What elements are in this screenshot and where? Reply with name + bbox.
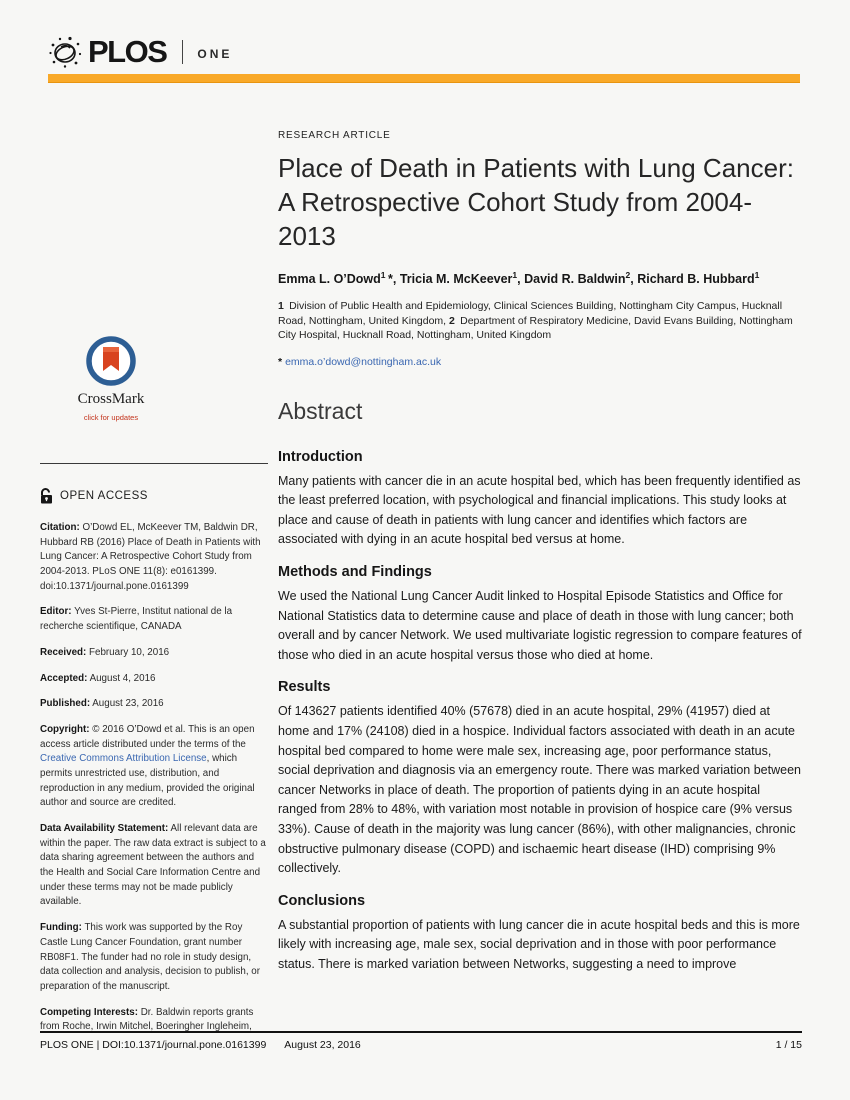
abstract-section-methods bbox=[278, 564, 802, 665]
authors-line: Emma L. O’Dowd$^1$ *, Tricia M. McKeever$^1$, David R. Baldwin$^2$, Richard B. Hubbard$^1$ bbox=[278, 270, 760, 287]
open-access-row bbox=[40, 488, 268, 505]
author: Tricia M. McKeever$^1$ bbox=[399, 270, 518, 287]
published-entry bbox=[40, 697, 268, 712]
citation-label: Citation: bbox=[40, 522, 80, 533]
abstract-section-conclusions bbox=[278, 893, 802, 975]
section-heading: Introduction bbox=[278, 448, 363, 465]
title-line: 2013 bbox=[278, 221, 336, 251]
open-access-label: OPEN ACCESS bbox=[60, 489, 148, 502]
received-label: Received: bbox=[40, 646, 87, 658]
published-text: August 23, 2016 bbox=[92, 698, 164, 710]
citation-text: O’Dowd EL, McKeever TM, Baldwin DR, Hubbard RB (2016) Place of Death in Patients with Lung Cancer: A Retrospective Cohort Study from 2004-2013. PLoS ONE 11(8): e0161399. doi:10.1371/journal.pone.0161399 bbox=[40, 522, 261, 592]
received-entry bbox=[40, 646, 268, 661]
journal-name: ONE bbox=[197, 46, 233, 61]
title-line: A Retrospective Cohort Study from 2004- bbox=[278, 187, 753, 217]
abstract-heading: Abstract bbox=[278, 397, 363, 424]
accent-bar bbox=[48, 74, 800, 83]
sidebar-divider bbox=[40, 463, 268, 464]
crossmark-subtitle[interactable]: click for updates bbox=[83, 412, 139, 422]
copyright-entry bbox=[40, 723, 268, 811]
section-heading: Methods and Findings bbox=[278, 564, 432, 581]
open-lock-icon bbox=[40, 488, 53, 504]
plos-masthead bbox=[48, 34, 232, 70]
author: Emma L. O’Dowd$^1$ * bbox=[278, 270, 393, 287]
affiliation-number: 1 bbox=[278, 300, 290, 313]
author: Richard B. Hubbard$^1$ bbox=[637, 270, 760, 287]
crossmark-icon bbox=[86, 336, 136, 386]
plos-brand: PLOS bbox=[88, 34, 167, 69]
section-heading: Results bbox=[278, 679, 331, 696]
copyright-text-before: © 2016 O’Dowd et al. This is an open access article distributed under the terms of the bbox=[40, 723, 255, 750]
section-text: A substantial proportion of patients with lung cancer die in acute hospital beds and this is more likely with increasing age, male sex, social deprivation and in those with poor performance status. There is marked variation between Networks, suggesting a need to improve bbox=[278, 917, 800, 971]
funding-label: Funding: bbox=[40, 922, 82, 934]
corresponding-email-link[interactable]: emma.o’dowd@nottingham.ac.uk bbox=[285, 355, 442, 368]
brand-divider bbox=[182, 40, 183, 64]
footer-journal-doi: PLOS ONE | DOI:10.1371/journal.pone.0161399 bbox=[40, 1039, 267, 1051]
section-text: We used the National Lung Cancer Audit linked to Hospital Episode Statistics and Office for National Statistics data to determine cause and place of death in those with lung cancer; both overall and by cancer Network. We used multivariate logistic regression to compare features of those who died in an acute hospital versus those who died at home. bbox=[278, 589, 802, 662]
correspondence-line bbox=[278, 356, 802, 368]
cc-license-link[interactable]: Creative Commons Attribution License bbox=[40, 753, 207, 765]
section-heading: Conclusions bbox=[278, 892, 366, 909]
abstract-section-results bbox=[278, 679, 802, 878]
abstract-section-introduction bbox=[278, 449, 802, 550]
funding-entry bbox=[40, 921, 268, 994]
copyright-text-after: , which permits unrestricted use, distribution, and reproduction in any medium, provided the original author and source are credited. bbox=[40, 753, 255, 809]
section-text: Many patients with cancer die in an acute hospital bed, which has been frequently identified as the least preferred location, with psychological and financial implications. This study looks at place and cause of death in patients with lung cancer and identifies which factors are associated with dying in an acute hospital bed versus at home. bbox=[278, 473, 801, 547]
accepted-entry bbox=[40, 672, 268, 687]
published-label: Published: bbox=[40, 698, 91, 710]
author: David R. Baldwin$^2$ bbox=[524, 270, 631, 287]
accepted-label: Accepted: bbox=[40, 672, 88, 684]
competing-interests-label: Competing Interests: bbox=[40, 1006, 138, 1018]
footer-rule bbox=[40, 1031, 802, 1033]
citation-entry bbox=[40, 521, 268, 594]
funding-text: This work was supported by the Roy Castle Lung Cancer Foundation, grant number RB08F1. The funder had no role in study design, data collection and analysis, decision to publish, or preparation of the manuscript. bbox=[40, 922, 261, 992]
footer-page-number: 1 / 15 bbox=[775, 1039, 802, 1051]
data-availability-entry bbox=[40, 822, 268, 910]
title-line: Place of Death in Patients with Lung Cancer: bbox=[278, 153, 794, 183]
editor-label: Editor: bbox=[40, 606, 72, 618]
footer-date: August 23, 2016 bbox=[284, 1039, 361, 1051]
crossmark-title: CrossMark bbox=[77, 391, 145, 407]
data-availability-label: Data Availability Statement: bbox=[40, 823, 169, 834]
footer bbox=[40, 1039, 802, 1051]
main-column bbox=[278, 130, 802, 989]
section-text: Of 143627 patients identified 40% (57678) died in an acute hospital, 29% (41957) died at home and 17% (24108) died in a hospice. Individual factors associated with death in an acute hospital bed compared to home were male sex, increasing age, poor performance status, social deprivation and diagnosis via an emergency route. There was marked variation between cancer Networks in place of death. The proportion of patients dying in an acute hospital ranged from 28% to 48%, with variation most notable in provision of hospice care (9% versus 33%). Cause of death in the majority was lung cancer (86%), with other malignancies, chronic obstructive pulmonary disease (COPD) and ischaemic heart disease (IHD) comprising 9% collectively. bbox=[278, 704, 801, 876]
editor-text: Yves St-Pierre, Institut national de la recherche scientifique, CANADA bbox=[40, 606, 233, 633]
editor-entry bbox=[40, 605, 268, 634]
sidebar bbox=[40, 336, 268, 1046]
correspondence-marker: * bbox=[278, 355, 283, 368]
article-title bbox=[278, 151, 802, 253]
article-type: RESEARCH ARTICLE bbox=[278, 130, 391, 141]
footer-citation bbox=[40, 1039, 361, 1051]
plos-globe-icon bbox=[48, 35, 82, 69]
competing-interests-text: Dr. Baldwin reports grants from Roche, Irwin Mitchel, Boeringher Ingleheim, bbox=[40, 1006, 254, 1033]
affiliation-number: 2 bbox=[449, 314, 461, 327]
copyright-label: Copyright: bbox=[40, 723, 90, 735]
accepted-text: August 4, 2016 bbox=[89, 672, 156, 684]
affiliations: 1 Division of Public Health and Epidemiology, Clinical Sciences Building, Nottingham City Campus, Hucknall Road, Nottingham, United Kingdom, 2 Department of Respiratory Medicine, David Evans Building, Nottingham City Hospital, Hucknall Road, Nottingham, United Kingdom bbox=[278, 300, 793, 342]
received-text: February 10, 2016 bbox=[89, 646, 170, 658]
crossmark-badge[interactable] bbox=[56, 336, 166, 423]
data-availability-text: All relevant data are within the paper. The raw data extract is subject to a data sharing agreement between the authors and the Health and Social Care Information Centre and under these terms may not be made publicly available. bbox=[40, 823, 266, 908]
